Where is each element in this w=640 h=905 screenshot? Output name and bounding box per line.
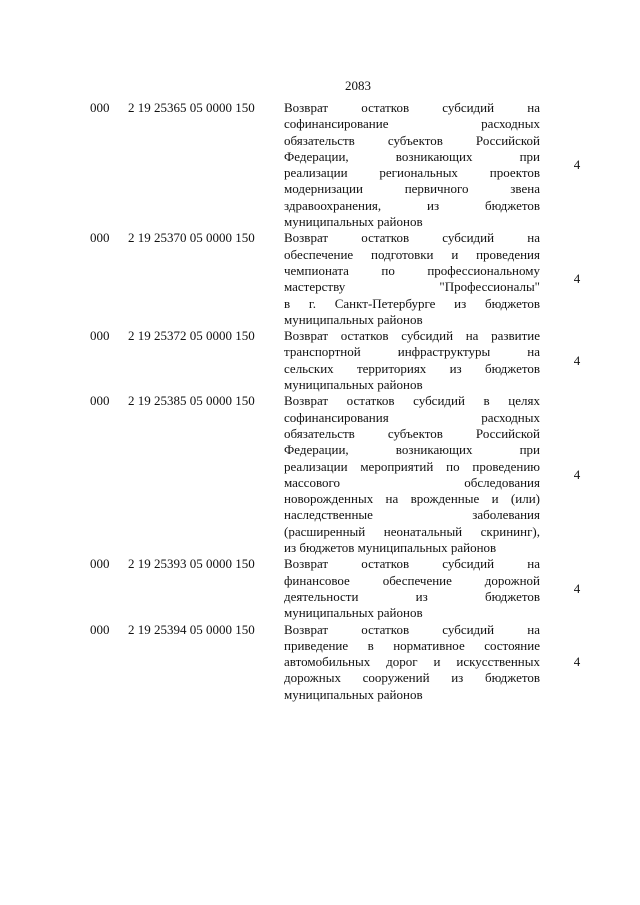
description-line: муниципальных районов bbox=[284, 377, 423, 393]
description-cell bbox=[284, 230, 540, 328]
value-cell: 4 bbox=[573, 580, 581, 596]
table-row bbox=[0, 393, 640, 556]
description-line: софинансирования расходных bbox=[284, 409, 540, 425]
budget-code-cell: 2 19 25370 05 0000 150 bbox=[128, 230, 255, 246]
table-row bbox=[0, 230, 640, 328]
description-line: из бюджетов муниципальных районов bbox=[284, 540, 497, 556]
description-line: Возврат остатков субсидий на bbox=[284, 556, 540, 572]
description-line: деятельности из бюджетов bbox=[284, 588, 540, 604]
description-line: Возврат остатков субсидий на bbox=[284, 230, 540, 246]
budget-code-cell: 2 19 25372 05 0000 150 bbox=[128, 328, 255, 344]
value-cell: 4 bbox=[573, 466, 581, 482]
description-line: в г. Санкт-Петербурге из бюджетов bbox=[284, 295, 540, 311]
description-line: муниципальных районов bbox=[284, 605, 423, 621]
budget-code-cell: 2 19 25365 05 0000 150 bbox=[128, 100, 255, 115]
description-line: Возврат остатков субсидий на bbox=[284, 621, 540, 637]
budget-code-cell: 2 19 25394 05 0000 150 bbox=[128, 621, 255, 637]
description-line: мастерству "Профессионалы" bbox=[284, 279, 540, 295]
admin-code-cell: 000 bbox=[90, 100, 110, 115]
description-line: транспортной инфраструктуры на bbox=[284, 344, 540, 360]
description-line: Возврат остатков субсидий на развитие bbox=[284, 328, 540, 344]
value-cell: 4 bbox=[573, 157, 581, 173]
description-line: Возврат остатков субсидий в целях bbox=[284, 393, 540, 409]
description-line: Федерации, возникающих при bbox=[284, 442, 540, 458]
description-line: приведение в нормативное состояние bbox=[284, 637, 540, 653]
table-row bbox=[0, 328, 640, 393]
revenue-codes-table bbox=[0, 100, 640, 703]
description-cell bbox=[284, 100, 540, 230]
budget-code-cell: 2 19 25393 05 0000 150 bbox=[128, 556, 255, 572]
description-line: муниципальных районов bbox=[284, 214, 423, 230]
value-cell: 4 bbox=[573, 352, 581, 368]
table-row bbox=[0, 100, 640, 230]
description-line: софинансирование расходных bbox=[284, 116, 540, 132]
budget-code-cell: 2 19 25385 05 0000 150 bbox=[128, 393, 255, 409]
description-line: муниципальных районов bbox=[284, 686, 423, 702]
description-line: наследственные заболевания bbox=[284, 507, 540, 523]
table-row bbox=[0, 622, 640, 703]
admin-code-cell: 000 bbox=[90, 621, 110, 637]
page-number: 2083 bbox=[345, 78, 371, 93]
description-line: обязательств субъектов Российской bbox=[284, 132, 540, 148]
description-line: обязательств субъектов Российской bbox=[284, 425, 540, 441]
value-cell: 4 bbox=[573, 271, 581, 287]
table-row bbox=[0, 556, 640, 621]
description-line: автомобильных дорог и искусственных bbox=[284, 654, 540, 670]
description-line: муниципальных районов bbox=[284, 311, 423, 327]
value-cell: 4 bbox=[573, 654, 581, 670]
description-line: сельских территориях из бюджетов bbox=[284, 360, 540, 376]
description-line: Возврат остатков субсидий на bbox=[284, 100, 540, 115]
admin-code-cell: 000 bbox=[90, 556, 110, 572]
description-cell bbox=[284, 556, 540, 621]
admin-code-cell: 000 bbox=[90, 393, 110, 409]
description-line: массового обследования bbox=[284, 474, 540, 490]
description-cell bbox=[284, 393, 540, 556]
description-line: (расширенный неонатальный скрининг), bbox=[284, 523, 540, 539]
description-line: обеспечение подготовки и проведения bbox=[284, 246, 540, 262]
description-line: реализации региональных проектов bbox=[284, 165, 540, 181]
description-line: Федерации, возникающих при bbox=[284, 148, 540, 164]
description-cell bbox=[284, 328, 540, 393]
description-line: новорожденных на врожденные и (или) bbox=[284, 491, 540, 507]
admin-code-cell: 000 bbox=[90, 230, 110, 246]
description-line: модернизации первичного звена bbox=[284, 181, 540, 197]
description-line: чемпионата по профессиональному bbox=[284, 262, 540, 278]
description-line: здравоохранения, из бюджетов bbox=[284, 197, 540, 213]
admin-code-cell: 000 bbox=[90, 328, 110, 344]
description-cell bbox=[284, 622, 540, 703]
description-line: реализации мероприятий по проведению bbox=[284, 458, 540, 474]
description-line: финансовое обеспечение дорожной bbox=[284, 572, 540, 588]
description-line: дорожных сооружений из бюджетов bbox=[284, 670, 540, 686]
